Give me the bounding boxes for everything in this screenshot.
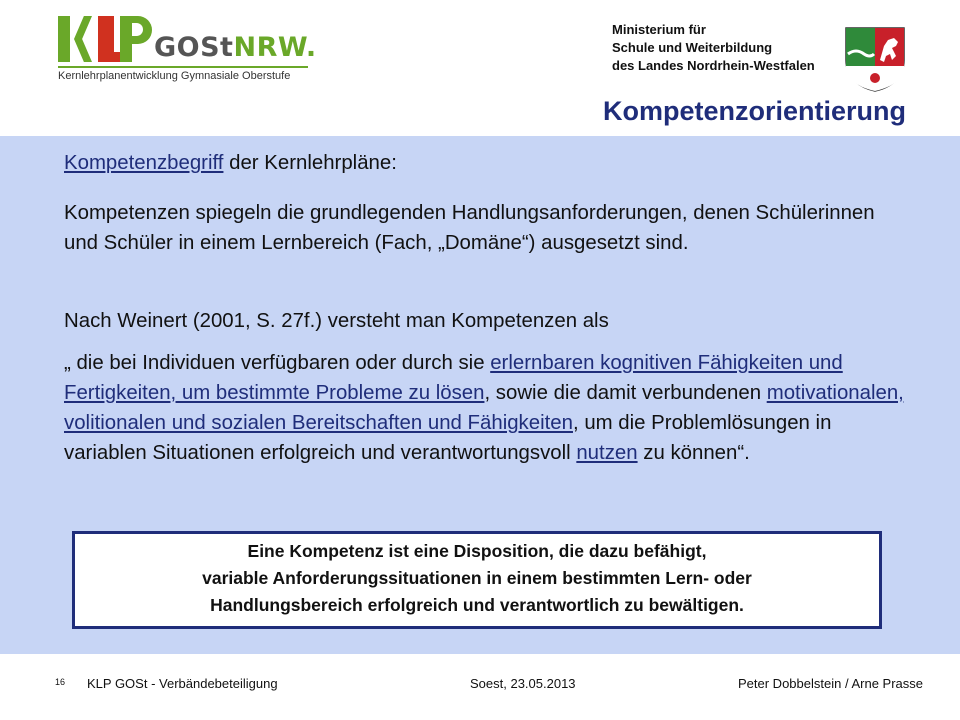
page-number: 16 bbox=[55, 677, 66, 687]
logo-tagline: Kernlehrplanentwicklung Gymnasiale Oberstufe bbox=[58, 70, 291, 82]
quote-link-kognitive-faehigkeiten[interactable]: erlernbaren kognitiven Fähigkeiten und Fertigkeiten, um bestimmte Probleme zu lösen bbox=[64, 352, 843, 404]
slide-title: Kompetenzorientierung bbox=[602, 96, 906, 126]
ministry-name bbox=[612, 21, 815, 75]
definition-box bbox=[72, 531, 882, 629]
weinert-quote: „ die bei Individuen verfügbaren oder durch sie erlernbaren kognitiven Fähigkeiten und Fertigkeiten, um bestimmte Probleme zu lösen, sowie die damit verbundenen motivationalen, volitionalen und sozialen Bereitschaften und Fähigkeiten, um die Problemlösungen in variablen Situationen erfolgreich und verantwortungsvoll nutzen zu können“. bbox=[64, 352, 904, 464]
definition-line: Eine Kompetenz ist eine Disposition, die dazu befähigt, bbox=[247, 541, 707, 561]
nrw-coat-of-arms-icon bbox=[844, 26, 906, 92]
body-paragraph-1: Kompetenzen spiegeln die grundlegenden Handlungsanforderungen, denen Schülerinnen und Schüler in einem Lernbereich (Fach, „Domäne“) ausgesetzt sind. bbox=[64, 202, 875, 254]
ministry-line: Schule und Weiterbildung bbox=[612, 40, 773, 55]
logo-letter-p bbox=[120, 16, 152, 62]
ministry-line: Ministerium für bbox=[612, 22, 706, 37]
kompetenzbegriff-link[interactable]: Kompetenzbegriff bbox=[64, 152, 224, 174]
footer-center: Soest, 23.05.2013 bbox=[470, 676, 576, 691]
klp-gost-nrw-logo bbox=[58, 12, 317, 84]
quote-link-nutzen[interactable]: nutzen bbox=[576, 442, 638, 464]
quote-link-bereitschaften[interactable]: motivationalen, volitionalen und sozialen Bereitschaften und Fähigkeiten bbox=[64, 382, 904, 434]
definition-line: Handlungsbereich erfolgreich und verantwortlich zu bewältigen. bbox=[210, 595, 744, 615]
footer-left: KLP GOSt - Verbändebeteiligung bbox=[87, 676, 278, 691]
footer-right: Peter Dobbelstein / Arne Prasse bbox=[738, 676, 923, 691]
body-paragraph-2: Nach Weinert (2001, S. 27f.) versteht man Kompetenzen als bbox=[64, 310, 609, 332]
logo-letter-k bbox=[58, 16, 98, 62]
definition-line: variable Anforderungssituationen in einem bestimmten Lern- oder bbox=[202, 568, 752, 588]
logo-letter-l bbox=[98, 16, 114, 62]
ministry-line: des Landes Nordrhein-Westfalen bbox=[612, 58, 815, 73]
body-heading: Kompetenzbegriff der Kernlehrpläne: bbox=[64, 152, 397, 174]
logo-wordmark: GOStNRW. bbox=[154, 32, 317, 63]
logo-underline bbox=[58, 66, 308, 68]
